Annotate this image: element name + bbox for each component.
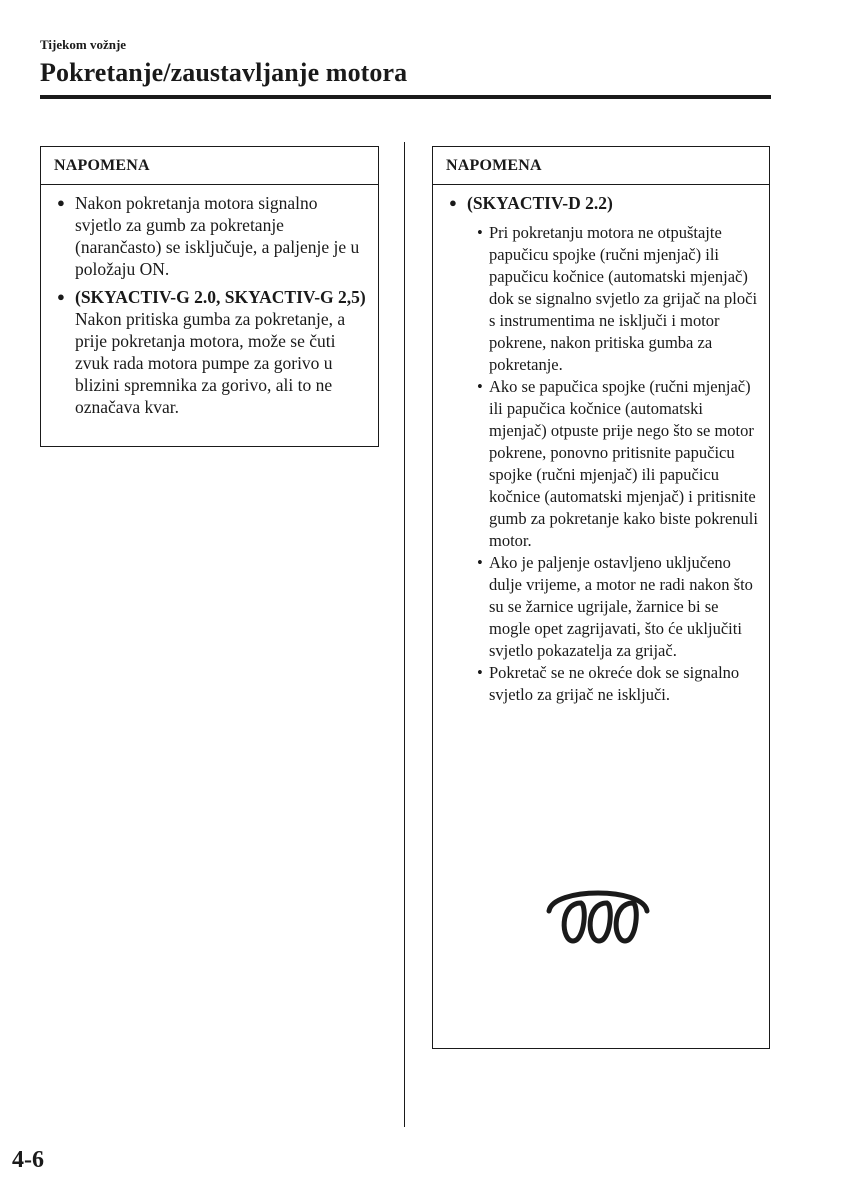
- section-label: Tijekom vožnje: [40, 37, 127, 52]
- list-item-bold-title: (SKYACTIV-G 2.0, SKYACTIV-G 2,5): [75, 287, 366, 307]
- note-heading: NAPOMENA: [433, 147, 769, 185]
- page-title: Pokretanje/zaustavljanje motora: [40, 58, 408, 87]
- sub-list-item: [467, 222, 759, 376]
- note-box-right: [432, 146, 770, 1049]
- column-divider: [404, 142, 405, 1127]
- list-item-text: Nakon pokretanja motora signalno svjetlo za gumb za pokretanje (narančasto) se isključuje, a paljenje je u položaju ON.: [75, 193, 360, 279]
- sub-bullet-icon: •: [477, 663, 483, 682]
- bullet-icon: ●: [57, 195, 65, 210]
- note-body: [433, 185, 769, 706]
- bullet-icon: ●: [449, 195, 457, 210]
- note-heading: NAPOMENA: [41, 147, 378, 185]
- sub-list-item: [467, 552, 759, 662]
- title-rule: [40, 95, 771, 99]
- sub-list-item-text: Pokretač se ne okreće dok se signalno svjetlo za grijač ne isključi.: [489, 663, 740, 704]
- note-body: [41, 185, 378, 418]
- sub-list: [467, 222, 759, 706]
- sub-bullet-icon: •: [477, 223, 483, 242]
- list-item: [53, 192, 368, 280]
- list-item: [445, 192, 759, 214]
- sub-bullet-icon: •: [477, 377, 483, 396]
- list-item: [53, 286, 368, 418]
- sub-list-item-text: Pri pokretanju motora ne otpuštajte papučicu spojke (ručni mjenjač) ili papučicu kočnice (automatski mjenjač) dok se signalno svjetlo za grijač na ploči s instrumentima ne isključi i motor pokrene, nakon pritiska gumba za pokretanje.: [489, 223, 758, 374]
- sub-list-item: [467, 662, 759, 706]
- sub-list-item-text: Ako se papučica spojke (ručni mjenjač) ili papučica kočnice (automatski mjenjač) otpuste prije nego što se motor pokrene, ponovno pritisnite papučicu spojke (ručni mjenjač) ili papučicu kočnice (automatski mjenjač) i pritisnite gumb za pokretanje kako biste pokrenuli motor.: [489, 377, 758, 550]
- sub-bullet-icon: •: [477, 553, 483, 572]
- note-box-left: [40, 146, 379, 447]
- list-item-text: Nakon pritiska gumba za pokretanje, a prije pokretanja motora, može se čuti zvuk rada motora pumpe za gorivo u blizini spremnika za gorivo, ali to ne označava kvar.: [75, 309, 346, 417]
- bullet-icon: ●: [57, 289, 65, 304]
- glow-plug-coil-icon: [543, 881, 653, 947]
- page-number: 4-6: [12, 1147, 44, 1173]
- group-title: (SKYACTIV-D 2.2): [467, 193, 613, 213]
- sub-list-item: [467, 376, 759, 552]
- list-item-content: [75, 286, 368, 418]
- sub-list-item-text: Ako je paljenje ostavljeno uključeno dulje vrijeme, a motor ne radi nakon što su se žarnice ugrijale, žarnice bi se mogle opet zagrijavati, što će uključiti svjetlo pokazatelja za grijač.: [489, 553, 753, 660]
